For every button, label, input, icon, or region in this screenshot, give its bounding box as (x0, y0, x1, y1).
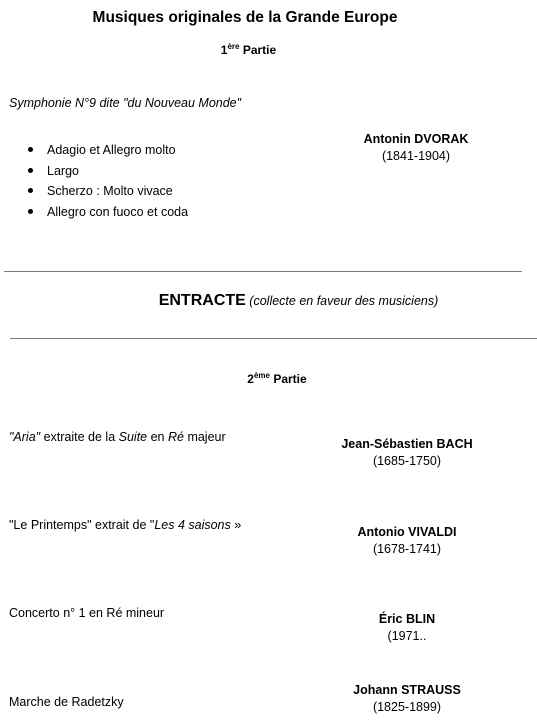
composer-dates: (1678-1741) (372, 542, 442, 556)
part1-heading (0, 43, 497, 57)
part1-ordinal-suffix: ère (227, 42, 240, 51)
composer-name: Antonio VIVALDI (357, 525, 457, 539)
movement-label: Adagio et Allegro molto (47, 143, 176, 157)
piece-title-part: en (147, 430, 168, 444)
page-title: Musiques originales de la Grande Europe (92, 9, 398, 26)
piece-title-part: majeur (183, 430, 226, 444)
composer-dates: (1685-1750) (372, 454, 442, 468)
piece-title-part: Suite (118, 430, 148, 444)
composer-name: Johann STRAUSS (353, 683, 461, 697)
piece-title-part: "Le Printemps" extrait de " (9, 518, 155, 532)
piece-title-part: extraite de la (40, 430, 119, 444)
part2-label: Partie (270, 372, 307, 386)
composer-block (316, 131, 516, 165)
movement-item (28, 202, 188, 223)
piece-title-part: Les 4 saisons (154, 518, 231, 532)
piece-title-part: Ré (167, 430, 184, 444)
movement-item (28, 161, 188, 182)
movement-item (28, 181, 188, 202)
part2-number: 2 (247, 372, 254, 386)
movement-item (28, 140, 188, 161)
divider (4, 271, 522, 272)
intermission-label: ENTRACTE (158, 292, 246, 309)
composer-dates: (1971.. (387, 629, 427, 643)
piece-title-part: "Aria" (9, 430, 41, 444)
part1-label: Partie (239, 43, 277, 57)
movement-list (28, 140, 188, 222)
intermission-note: (collecte en faveur des musiciens) (249, 294, 439, 308)
composer-dates: (1841-1904) (381, 149, 451, 163)
piece-title-part: » (230, 518, 242, 532)
composer-block (307, 524, 507, 558)
composer-block (307, 436, 507, 470)
composer-dates: (1825-1899) (372, 700, 442, 714)
part2-heading (0, 372, 537, 386)
bullet-icon (28, 209, 33, 214)
composer-name: Éric BLIN (378, 612, 436, 626)
piece-title: Concerto n° 1 en Ré mineur (9, 606, 165, 620)
part2-ordinal-suffix: ème (253, 371, 270, 380)
piece-title (9, 518, 241, 532)
movement-label: Allegro con fuoco et coda (47, 204, 189, 219)
intermission-line (0, 292, 537, 310)
piece-title: Marche de Radetzky (9, 695, 124, 709)
composer-name: Jean-Sébastien BACH (341, 437, 473, 451)
part1-number: 1 (220, 43, 228, 57)
movement-label: Largo (47, 163, 79, 178)
piece-title (9, 430, 226, 444)
bullet-icon (28, 188, 33, 193)
bullet-icon (28, 168, 33, 173)
divider (10, 338, 537, 339)
bullet-icon (28, 147, 33, 152)
composer-name: Antonin DVORAK (363, 132, 469, 146)
part1-piece-title: Symphonie N°9 dite "du Nouveau Monde" (9, 96, 242, 110)
composer-block (307, 611, 507, 645)
composer-block (307, 682, 507, 716)
movement-label: Scherzo : Molto vivace (47, 184, 173, 198)
